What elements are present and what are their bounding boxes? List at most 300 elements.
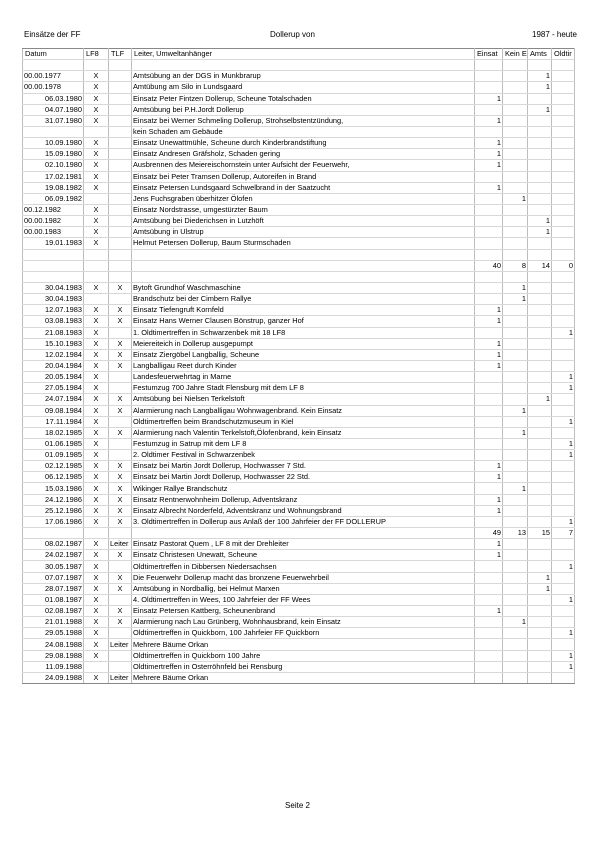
date-cell bbox=[23, 249, 84, 260]
lf8-cell: X bbox=[84, 461, 109, 472]
description-cell: Amtsübung bei Nielsen Terkelstoft bbox=[132, 394, 475, 405]
lf8-cell: X bbox=[84, 650, 109, 661]
page-number: Seite 2 bbox=[285, 801, 310, 810]
kein-einsatz-cell bbox=[503, 539, 528, 550]
oldtimer-cell bbox=[552, 182, 575, 193]
description-cell: Oldtimertreffen in Quickborn, 100 Jahrfeier FF Quickborn bbox=[132, 628, 475, 639]
table-row bbox=[23, 60, 575, 71]
kein-einsatz-cell bbox=[503, 494, 528, 505]
tlf-cell bbox=[109, 82, 132, 93]
date-cell: 02.08.1987 bbox=[23, 606, 84, 617]
tlf-cell bbox=[109, 372, 132, 383]
table-row bbox=[23, 394, 575, 405]
einsatz-cell: 1 bbox=[475, 539, 503, 550]
table-row bbox=[23, 628, 575, 639]
table-row bbox=[23, 450, 575, 461]
date-cell: 30.04.1983 bbox=[23, 282, 84, 293]
table-row bbox=[23, 416, 575, 427]
tlf-cell bbox=[109, 561, 132, 572]
description-cell: Mehrere Bäume Orkan bbox=[132, 639, 475, 650]
description-cell bbox=[132, 271, 475, 282]
amts-cell bbox=[528, 160, 552, 171]
date-cell: 00.00.1982 bbox=[23, 216, 84, 227]
date-cell: 02.10.1980 bbox=[23, 160, 84, 171]
kein-einsatz-cell bbox=[503, 104, 528, 115]
table-row bbox=[23, 93, 575, 104]
date-cell: 01.09.1985 bbox=[23, 450, 84, 461]
tlf-cell bbox=[109, 60, 132, 71]
date-cell: 15.10.1983 bbox=[23, 338, 84, 349]
description-cell: Mehrere Bäume Orkan bbox=[132, 672, 475, 683]
amts-cell bbox=[528, 238, 552, 249]
oldtimer-cell: 1 bbox=[552, 594, 575, 605]
kein-einsatz-cell: 1 bbox=[503, 617, 528, 628]
oldtimer-cell bbox=[552, 160, 575, 171]
date-cell: 20.04.1984 bbox=[23, 360, 84, 371]
date-cell: 24.08.1988 bbox=[23, 639, 84, 650]
description-cell: Alarmierung nach Langballigau Wohnwagenbrand. Kein Einsatz bbox=[132, 405, 475, 416]
table-row bbox=[23, 617, 575, 628]
kein-einsatz-cell bbox=[503, 661, 528, 672]
date-cell: 06.09.1982 bbox=[23, 193, 84, 204]
lf8-cell: X bbox=[84, 171, 109, 182]
table-row bbox=[23, 104, 575, 115]
oldtimer-cell bbox=[552, 149, 575, 160]
amts-cell bbox=[528, 305, 552, 316]
oldtimer-cell bbox=[552, 550, 575, 561]
kein-einsatz-cell bbox=[503, 115, 528, 126]
date-cell: 29.05.1988 bbox=[23, 628, 84, 639]
description-cell: Einsatz Petersen Lundsgaard Schwelbrand in der Saatzucht bbox=[132, 182, 475, 193]
einsatz-cell: 1 bbox=[475, 461, 503, 472]
tlf-cell: X bbox=[109, 606, 132, 617]
date-cell: 01.06.1985 bbox=[23, 438, 84, 449]
table-row bbox=[23, 249, 575, 260]
oldtimer-cell bbox=[552, 271, 575, 282]
table-row bbox=[23, 227, 575, 238]
lf8-cell bbox=[84, 60, 109, 71]
date-cell: 04.07.1980 bbox=[23, 104, 84, 115]
description-cell: Bytoft Grundhof Waschmaschine bbox=[132, 282, 475, 293]
date-cell: 17.11.1984 bbox=[23, 416, 84, 427]
lf8-cell: X bbox=[84, 494, 109, 505]
table-row bbox=[23, 193, 575, 204]
oldtimer-cell bbox=[552, 505, 575, 516]
table-row bbox=[23, 126, 575, 137]
table-row bbox=[23, 572, 575, 583]
einsatz-cell bbox=[475, 271, 503, 282]
oldtimer-cell bbox=[552, 572, 575, 583]
amts-cell: 1 bbox=[528, 583, 552, 594]
table-row bbox=[23, 171, 575, 182]
tlf-cell bbox=[109, 204, 132, 215]
description-cell: Oldtimertreffen in Osterröhnfeld bei Rensburg bbox=[132, 661, 475, 672]
description-cell: Alarmierung nach Lau Grünberg, Wohnhausbrand, kein Einsatz bbox=[132, 617, 475, 628]
table-row bbox=[23, 661, 575, 672]
date-cell: 12.07.1983 bbox=[23, 305, 84, 316]
date-cell: 19.01.1983 bbox=[23, 238, 84, 249]
oldtimer-cell bbox=[552, 71, 575, 82]
lf8-cell: X bbox=[84, 82, 109, 93]
tlf-cell: X bbox=[109, 282, 132, 293]
description-cell bbox=[132, 60, 475, 71]
table-row bbox=[23, 650, 575, 661]
table-row bbox=[23, 461, 575, 472]
kein-einsatz-cell bbox=[503, 160, 528, 171]
amts-cell bbox=[528, 383, 552, 394]
kein-einsatz-cell: 8 bbox=[503, 260, 528, 271]
oldtimer-cell bbox=[552, 126, 575, 137]
kein-einsatz-cell: 1 bbox=[503, 193, 528, 204]
tlf-cell: X bbox=[109, 617, 132, 628]
oldtimer-cell bbox=[552, 483, 575, 494]
einsatz-cell: 1 bbox=[475, 115, 503, 126]
lf8-cell: X bbox=[84, 405, 109, 416]
tlf-cell bbox=[109, 271, 132, 282]
amts-cell: 1 bbox=[528, 572, 552, 583]
date-cell: 08.02.1987 bbox=[23, 539, 84, 550]
description-cell: Helmut Petersen Dollerup, Baum Sturmschaden bbox=[132, 238, 475, 249]
kein-einsatz-cell: 1 bbox=[503, 427, 528, 438]
table-row bbox=[23, 71, 575, 82]
date-cell: 11.09.1988 bbox=[23, 661, 84, 672]
amts-cell bbox=[528, 171, 552, 182]
amts-cell bbox=[528, 316, 552, 327]
lf8-cell: X bbox=[84, 594, 109, 605]
lf8-cell bbox=[84, 249, 109, 260]
oldtimer-cell bbox=[552, 82, 575, 93]
kein-einsatz-cell bbox=[503, 461, 528, 472]
table-row bbox=[23, 583, 575, 594]
lf8-cell: X bbox=[84, 583, 109, 594]
tlf-cell bbox=[109, 650, 132, 661]
einsatz-cell: 1 bbox=[475, 138, 503, 149]
lf8-cell: X bbox=[84, 338, 109, 349]
amts-cell bbox=[528, 639, 552, 650]
description-cell: Amtsübung an der DGS in Munkbrarup bbox=[132, 71, 475, 82]
date-cell: 12.02.1984 bbox=[23, 349, 84, 360]
kein-einsatz-cell bbox=[503, 149, 528, 160]
kein-einsatz-cell bbox=[503, 472, 528, 483]
einsatz-cell bbox=[475, 394, 503, 405]
date-cell: 29.08.1988 bbox=[23, 650, 84, 661]
kein-einsatz-cell bbox=[503, 583, 528, 594]
tlf-cell: X bbox=[109, 494, 132, 505]
tlf-cell bbox=[109, 93, 132, 104]
table-row bbox=[23, 528, 575, 539]
date-cell: 00.00.1978 bbox=[23, 82, 84, 93]
table-row bbox=[23, 672, 575, 683]
einsatz-cell bbox=[475, 583, 503, 594]
kein-einsatz-cell bbox=[503, 394, 528, 405]
description-cell: Wikinger Rallye Brandschutz bbox=[132, 483, 475, 494]
oldtimer-cell bbox=[552, 115, 575, 126]
table-row bbox=[23, 149, 575, 160]
column-header: Kein E bbox=[503, 49, 528, 60]
einsatz-cell bbox=[475, 171, 503, 182]
date-cell: 06.03.1980 bbox=[23, 93, 84, 104]
lf8-cell bbox=[84, 126, 109, 137]
lf8-cell: X bbox=[84, 416, 109, 427]
tlf-cell bbox=[109, 450, 132, 461]
tlf-cell bbox=[109, 126, 132, 137]
description-cell: Meiereiteich in Dollerup ausgepumpt bbox=[132, 338, 475, 349]
date-cell: 24.12.1986 bbox=[23, 494, 84, 505]
oldtimer-cell bbox=[552, 171, 575, 182]
oldtimer-cell: 1 bbox=[552, 372, 575, 383]
einsatz-cell: 1 bbox=[475, 606, 503, 617]
column-header: Datum bbox=[23, 49, 84, 60]
description-cell: Einsatz Nordstrasse, umgestürzter Baum bbox=[132, 204, 475, 215]
table-header-row bbox=[23, 49, 575, 60]
oldtimer-cell bbox=[552, 617, 575, 628]
date-cell: 30.05.1987 bbox=[23, 561, 84, 572]
table-row bbox=[23, 539, 575, 550]
einsatz-cell bbox=[475, 282, 503, 293]
date-cell: 17.06.1986 bbox=[23, 516, 84, 527]
oldtimer-cell bbox=[552, 394, 575, 405]
kein-einsatz-cell bbox=[503, 238, 528, 249]
kein-einsatz-cell bbox=[503, 372, 528, 383]
date-cell: 10.09.1980 bbox=[23, 138, 84, 149]
oldtimer-cell bbox=[552, 93, 575, 104]
kein-einsatz-cell bbox=[503, 327, 528, 338]
einsatz-cell bbox=[475, 594, 503, 605]
table-row bbox=[23, 294, 575, 305]
oldtimer-cell bbox=[552, 282, 575, 293]
lf8-cell bbox=[84, 661, 109, 672]
kein-einsatz-cell bbox=[503, 271, 528, 282]
amts-cell: 1 bbox=[528, 227, 552, 238]
lf8-cell: X bbox=[84, 672, 109, 683]
tlf-cell bbox=[109, 227, 132, 238]
einsatz-cell bbox=[475, 516, 503, 527]
description-cell: 2. Oldtimer Festival in Schwarzenbek bbox=[132, 450, 475, 461]
kein-einsatz-cell bbox=[503, 182, 528, 193]
oldtimer-cell bbox=[552, 461, 575, 472]
table-row bbox=[23, 260, 575, 271]
table-row bbox=[23, 115, 575, 126]
tlf-cell: X bbox=[109, 427, 132, 438]
einsatz-cell bbox=[475, 327, 503, 338]
tlf-cell: X bbox=[109, 472, 132, 483]
lf8-cell: X bbox=[84, 483, 109, 494]
table-row bbox=[23, 606, 575, 617]
lf8-cell: X bbox=[84, 238, 109, 249]
description-cell: Einsatz Christesen Unewatt, Scheune bbox=[132, 550, 475, 561]
date-cell: 03.08.1983 bbox=[23, 316, 84, 327]
date-cell: 15.03.1986 bbox=[23, 483, 84, 494]
tlf-cell bbox=[109, 104, 132, 115]
oldtimer-cell bbox=[552, 639, 575, 650]
kein-einsatz-cell bbox=[503, 416, 528, 427]
lf8-cell: X bbox=[84, 305, 109, 316]
lf8-cell bbox=[84, 260, 109, 271]
oldtimer-cell bbox=[552, 494, 575, 505]
oldtimer-cell bbox=[552, 60, 575, 71]
kein-einsatz-cell bbox=[503, 227, 528, 238]
description-cell: Einsatz Petersen Kattberg, Scheunenbrand bbox=[132, 606, 475, 617]
lf8-cell: X bbox=[84, 450, 109, 461]
oldtimer-cell: 1 bbox=[552, 516, 575, 527]
date-cell: 06.12.1985 bbox=[23, 472, 84, 483]
tlf-cell bbox=[109, 260, 132, 271]
kein-einsatz-cell bbox=[503, 349, 528, 360]
table-row bbox=[23, 349, 575, 360]
header-left: Einsätze der FF bbox=[24, 30, 81, 39]
amts-cell bbox=[528, 360, 552, 371]
description-cell: Ausbrennen des Meiereischornstein unter Aufsicht der Feuerwehr, bbox=[132, 160, 475, 171]
amts-cell bbox=[528, 628, 552, 639]
tlf-cell bbox=[109, 383, 132, 394]
description-cell: 3. Oldtimertreffen in Dollerup aus Anlaß der 100 Jahrfeier der FF DOLLERUP bbox=[132, 516, 475, 527]
table-row bbox=[23, 427, 575, 438]
table-row bbox=[23, 271, 575, 282]
table-row bbox=[23, 316, 575, 327]
einsatz-cell bbox=[475, 628, 503, 639]
kein-einsatz-cell bbox=[503, 171, 528, 182]
lf8-cell: X bbox=[84, 438, 109, 449]
oldtimer-cell bbox=[552, 294, 575, 305]
description-cell: Amtsübung bei Diederichsen in Lutzhöft bbox=[132, 216, 475, 227]
einsatz-cell bbox=[475, 661, 503, 672]
kein-einsatz-cell bbox=[503, 561, 528, 572]
description-cell: Einsatz Andresen Gräfsholz, Schaden gering bbox=[132, 149, 475, 160]
deployment-table bbox=[22, 48, 575, 684]
tlf-cell: X bbox=[109, 572, 132, 583]
tlf-cell bbox=[109, 149, 132, 160]
einsatz-cell: 1 bbox=[475, 550, 503, 561]
date-cell: 28.07.1987 bbox=[23, 583, 84, 594]
tlf-cell: X bbox=[109, 583, 132, 594]
column-header: Einsat bbox=[475, 49, 503, 60]
description-cell: Einsatz Hans Werner Clausen Bönstrup, ganzer Hof bbox=[132, 316, 475, 327]
oldtimer-cell bbox=[552, 349, 575, 360]
date-cell bbox=[23, 126, 84, 137]
date-cell: 07.07.1987 bbox=[23, 572, 84, 583]
lf8-cell: X bbox=[84, 628, 109, 639]
amts-cell: 1 bbox=[528, 82, 552, 93]
oldtimer-cell bbox=[552, 405, 575, 416]
oldtimer-cell bbox=[552, 305, 575, 316]
einsatz-cell bbox=[475, 572, 503, 583]
tlf-cell bbox=[109, 216, 132, 227]
description-cell: Landesfeuerwehrtag in Marne bbox=[132, 372, 475, 383]
table-row bbox=[23, 594, 575, 605]
amts-cell: 1 bbox=[528, 394, 552, 405]
kein-einsatz-cell bbox=[503, 628, 528, 639]
description-cell: Einsatz bei Martin Jordt Dollerup, Hochwasser 7 Std. bbox=[132, 461, 475, 472]
table-row bbox=[23, 182, 575, 193]
description-cell: Alarmierung nach Valentin Terkelstoft,Ölofenbrand, kein Einsatz bbox=[132, 427, 475, 438]
lf8-cell: X bbox=[84, 516, 109, 527]
oldtimer-cell: 7 bbox=[552, 528, 575, 539]
oldtimer-cell bbox=[552, 138, 575, 149]
amts-cell bbox=[528, 349, 552, 360]
tlf-cell bbox=[109, 171, 132, 182]
date-cell: 24.09.1988 bbox=[23, 672, 84, 683]
kein-einsatz-cell bbox=[503, 71, 528, 82]
description-cell: Einsatz Ziergöbel Langballig, Scheune bbox=[132, 349, 475, 360]
einsatz-cell: 1 bbox=[475, 360, 503, 371]
description-cell: Einsatz Rentnerwohnheim Dollerup, Adventskranz bbox=[132, 494, 475, 505]
table-row bbox=[23, 438, 575, 449]
description-cell bbox=[132, 260, 475, 271]
description-cell: Oldtimertreffen in Quickborn 100 Jahre bbox=[132, 650, 475, 661]
einsatz-cell bbox=[475, 60, 503, 71]
tlf-cell bbox=[109, 594, 132, 605]
amts-cell bbox=[528, 661, 552, 672]
einsatz-cell bbox=[475, 617, 503, 628]
table-row bbox=[23, 204, 575, 215]
einsatz-cell bbox=[475, 104, 503, 115]
kein-einsatz-cell: 1 bbox=[503, 294, 528, 305]
tlf-cell bbox=[109, 528, 132, 539]
lf8-cell: X bbox=[84, 115, 109, 126]
amts-cell bbox=[528, 138, 552, 149]
einsatz-cell: 40 bbox=[475, 260, 503, 271]
oldtimer-cell: 1 bbox=[552, 327, 575, 338]
description-cell: 1. Oldtimertreffen in Schwarzenbek mit 18 LF8 bbox=[132, 327, 475, 338]
einsatz-cell bbox=[475, 416, 503, 427]
einsatz-cell bbox=[475, 126, 503, 137]
lf8-cell: X bbox=[84, 182, 109, 193]
oldtimer-cell: 1 bbox=[552, 650, 575, 661]
tlf-cell bbox=[109, 294, 132, 305]
table-row bbox=[23, 550, 575, 561]
oldtimer-cell: 1 bbox=[552, 438, 575, 449]
description-cell: Einsatz bei Peter Tramsen Dollerup, Autoreifen in Brand bbox=[132, 171, 475, 182]
table-row bbox=[23, 472, 575, 483]
description-cell: Einsatz Albrecht Norderfeld, Adventskranz und Wohnungsbrand bbox=[132, 505, 475, 516]
kein-einsatz-cell bbox=[503, 216, 528, 227]
lf8-cell: X bbox=[84, 71, 109, 82]
amts-cell bbox=[528, 550, 552, 561]
kein-einsatz-cell bbox=[503, 650, 528, 661]
einsatz-cell: 1 bbox=[475, 93, 503, 104]
description-cell: 4. Oldtimertreffen in Wees, 100 Jahrfeier der FF Wees bbox=[132, 594, 475, 605]
einsatz-cell bbox=[475, 672, 503, 683]
einsatz-cell bbox=[475, 227, 503, 238]
lf8-cell bbox=[84, 528, 109, 539]
amts-cell: 1 bbox=[528, 71, 552, 82]
tlf-cell bbox=[109, 182, 132, 193]
oldtimer-cell: 1 bbox=[552, 561, 575, 572]
lf8-cell: X bbox=[84, 149, 109, 160]
einsatz-cell bbox=[475, 238, 503, 249]
amts-cell bbox=[528, 561, 552, 572]
kein-einsatz-cell bbox=[503, 516, 528, 527]
amts-cell: 15 bbox=[528, 528, 552, 539]
oldtimer-cell bbox=[552, 583, 575, 594]
amts-cell bbox=[528, 472, 552, 483]
date-cell: 30.04.1983 bbox=[23, 294, 84, 305]
lf8-cell: X bbox=[84, 550, 109, 561]
date-cell bbox=[23, 271, 84, 282]
lf8-cell: X bbox=[84, 572, 109, 583]
einsatz-cell bbox=[475, 294, 503, 305]
lf8-cell: X bbox=[84, 472, 109, 483]
tlf-cell: X bbox=[109, 483, 132, 494]
description-cell: Einsatz Pastorat Quem , LF 8 mit der Drehleiter bbox=[132, 539, 475, 550]
date-cell: 21.08.1983 bbox=[23, 327, 84, 338]
description-cell bbox=[132, 528, 475, 539]
amts-cell bbox=[528, 427, 552, 438]
oldtimer-cell bbox=[552, 193, 575, 204]
lf8-cell: X bbox=[84, 606, 109, 617]
kein-einsatz-cell bbox=[503, 550, 528, 561]
kein-einsatz-cell: 13 bbox=[503, 528, 528, 539]
